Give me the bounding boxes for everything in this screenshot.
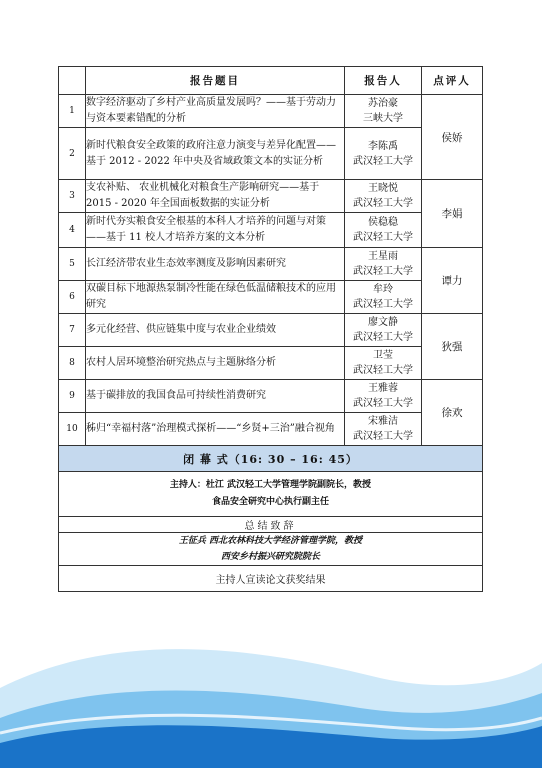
commentator-cell: 谭力 [422,248,483,314]
reporter-name: 王星雨 [368,251,398,262]
reporter-name: 李陈禹 [368,140,398,152]
table-row [59,347,483,380]
table-row [59,281,483,314]
reporter-org: 武汉轻工大学 [353,266,413,277]
reporter-cell [345,128,422,180]
table-row [59,380,483,413]
reporter-name: 苏治豪 [368,98,398,109]
row-number: 3 [59,180,86,213]
reporter-name: 廖文静 [368,317,398,328]
header-reporter: 报告人 [345,67,422,95]
header-num [59,67,86,95]
reporter-cell [345,180,422,213]
reporter-org: 三峡大学 [363,113,403,124]
reporter-name: 牟玲 [373,284,393,295]
closing-ceremony-title: 闭 幕 式（16: 30 – 16: 45） [59,446,483,472]
speaker-info [59,533,483,566]
table-row [59,95,483,128]
row-number: 5 [59,248,86,281]
header-commentator: 点评人 [422,67,483,95]
host-row [59,472,483,517]
table-row [59,314,483,347]
reporter-cell [345,213,422,248]
closing-ceremony-row [59,446,483,472]
row-number: 8 [59,347,86,380]
host-info [59,472,483,517]
closing-speech-title: 总结致辞 [59,517,483,533]
reporter-org: 武汉轻工大学 [353,198,413,209]
speaker-line-2: 西安乡村振兴研究院院长 [220,552,320,562]
table-row [59,128,483,180]
report-topic: 支农补贴、 农业机械化对粮食生产影响研究——基于 2015 - 2020 年全国面板数据的实证分析 [86,180,345,213]
report-topic: 双碳目标下地源热泵制冷性能在绿色低温储粮技术的应用研究 [86,281,345,314]
reporter-org: 武汉轻工大学 [353,332,413,343]
commentator-cell: 李娟 [422,180,483,248]
reporter-name: 侯稳稳 [368,217,398,228]
reporter-org: 武汉轻工大学 [353,232,413,243]
report-topic: 数字经济驱动了乡村产业高质量发展吗？——基于劳动力与资本要素错配的分析 [86,95,345,128]
reporter-cell [345,413,422,446]
reporter-cell [345,281,422,314]
reporter-org: 武汉轻工大学 [353,398,413,409]
row-number: 7 [59,314,86,347]
speaker-line-1: 王征兵 西北农林科技大学经济管理学院，教授 [178,536,363,546]
report-topic: 长江经济带农业生态效率测度及影响因素研究 [86,248,345,281]
table-row [59,248,483,281]
row-number: 10 [59,413,86,446]
row-number: 4 [59,213,86,248]
row-number: 9 [59,380,86,413]
table-row [59,180,483,213]
award-announcement: 主持人宣读论文获奖结果 [59,566,483,592]
reporter-cell [345,95,422,128]
row-number: 1 [59,95,86,128]
reporter-cell [345,314,422,347]
reporter-cell [345,248,422,281]
header-row [59,67,483,95]
table-row [59,213,483,248]
reporter-name: 王晓悦 [368,183,398,194]
commentator-cell: 徐欢 [422,380,483,446]
report-topic: 秭归“幸福村落”治理模式探析——“乡贤+三治”融合视角 [86,413,345,446]
report-topic: 农村人居环境整治研究热点与主题脉络分析 [86,347,345,380]
speaker-row [59,533,483,566]
table-row [59,413,483,446]
wave-decoration [0,568,542,768]
reporter-org: 武汉轻工大学 [353,155,413,167]
reporter-cell [345,347,422,380]
host-line-1: 主持人：杜江 武汉轻工大学管理学院副院长，教授 [169,480,372,490]
reporter-name: 宋雅洁 [368,416,398,427]
report-topic: 基于碳排放的我国食品可持续性消费研究 [86,380,345,413]
report-topic: 新时代粮食安全政策的政府注意力演变与差异化配置——基于 2012 - 2022 年中央及省域政策文本的实证分析 [86,128,345,180]
row-number: 6 [59,281,86,314]
reporter-cell [345,380,422,413]
reporter-name: 王雅蓉 [368,383,398,394]
speech-title-row [59,517,483,533]
report-topic: 新时代夯实粮食安全根基的本科人才培养的问题与对策——基于 11 校人才培养方案的文本分析 [86,213,345,248]
commentator-cell: 侯娇 [422,95,483,180]
reporter-org: 武汉轻工大学 [353,431,413,442]
report-topic: 多元化经营、供应链集中度与农业企业绩效 [86,314,345,347]
reporter-org: 武汉轻工大学 [353,365,413,376]
commentator-cell: 狄强 [422,314,483,380]
reporter-org: 武汉轻工大学 [353,299,413,310]
program-table [58,66,483,592]
header-topic: 报告题目 [86,67,345,95]
host-line-2: 食品安全研究中心执行副主任 [211,497,329,507]
reporter-name: 卫莹 [373,350,393,361]
row-number: 2 [59,128,86,180]
